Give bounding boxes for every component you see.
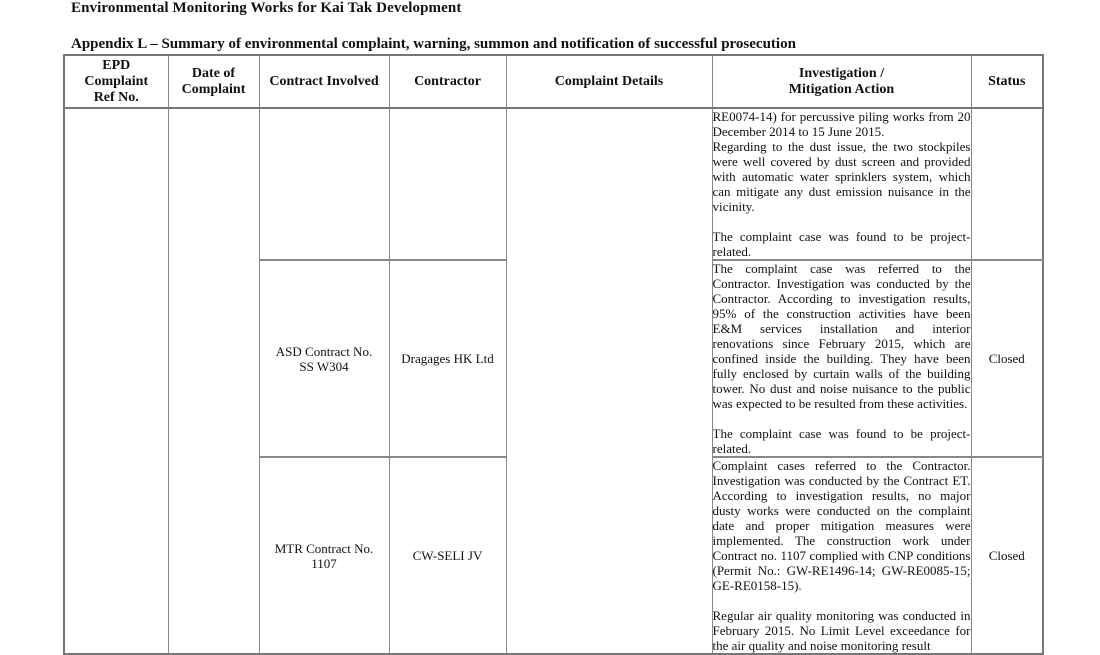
header-date-line1: Date of — [191, 65, 236, 81]
investigation-paragraph: The complaint case was found to be project-related. — [712, 229, 971, 259]
header-contract: Contract Involved — [259, 55, 389, 108]
cell-contract — [259, 108, 389, 260]
header-epd-ref-line1: EPD — [102, 57, 131, 73]
complaint-summary-table — [63, 54, 1044, 655]
contract-line1: MTR Contract No. — [274, 540, 374, 556]
header-details: Complaint Details — [506, 55, 712, 108]
cell-investigation — [712, 457, 971, 654]
investigation-paragraph: Regarding to the dust issue, the two stockpiles were well covered by dust screen and provided with automatic water sprinklers system, which can mitigate any dust emission nuisance in the vicinity. — [712, 139, 971, 214]
investigation-paragraph: The complaint case was found to be project-related. — [712, 426, 971, 456]
header-epd-ref — [64, 55, 168, 108]
cell-status: Closed — [971, 260, 1043, 457]
investigation-paragraph: Regular air quality monitoring was conducted in February 2015. No Limit Level exceedance for the air quality and noise monitoring result — [712, 608, 971, 653]
investigation-paragraph: The complaint case was referred to the Contractor. Investigation was conducted by the Contractor. According to investigation results, 95% of the construction activities have been E&M services installation and interior renovations since February 2015, which are confined inside the building. They have been fully enclosed by curtain walls of the building tower. No dust and noise nuisance to the public was expected to be resulted from these activities. — [712, 261, 971, 411]
table-row — [64, 108, 1043, 260]
cell-epd-ref — [64, 108, 168, 654]
header-investigation-line1: Investigation / — [798, 65, 885, 81]
investigation-paragraph: RE0074-14) for percussive piling works from 20 December 2014 to 15 June 2015. — [712, 109, 971, 139]
header-row — [64, 55, 1043, 108]
header-status: Status — [971, 55, 1043, 108]
cell-status — [971, 108, 1043, 260]
cell-status: Closed — [971, 457, 1043, 654]
cell-investigation — [712, 108, 971, 260]
header-investigation-line2: Mitigation Action — [788, 81, 895, 97]
cell-contractor — [389, 108, 506, 260]
header-date — [168, 55, 259, 108]
contract-line2: SS W304 — [299, 358, 349, 374]
cell-contractor: Dragages HK Ltd — [389, 260, 506, 457]
cell-date — [168, 108, 259, 654]
header-contractor: Contractor — [389, 55, 506, 108]
appendix-title: Appendix L – Summary of environmental complaint, warning, summon and notification of successful prosecution — [71, 36, 796, 52]
contract-line2: 1107 — [311, 555, 337, 571]
header-date-line2: Complaint — [181, 81, 246, 97]
cell-contractor: CW-SELI JV — [389, 457, 506, 654]
cell-contract — [259, 260, 389, 457]
contract-line1: ASD Contract No. — [275, 343, 373, 359]
document-title: Environmental Monitoring Works for Kai Tak Development — [71, 0, 462, 16]
cell-investigation — [712, 260, 971, 457]
header-epd-ref-line2: Complaint — [84, 73, 149, 89]
cell-contract — [259, 457, 389, 654]
investigation-paragraph: Complaint cases referred to the Contractor. Investigation was conducted by the Contract ET. According to investigation results, no major dusty works were conducted on the complaint date and proper mitigation measures were implemented. The construction work under Contract no. 1107 complied with CNP conditions (Permit No.: GW-RE1496-14; GW-RE0085-15; GE-RE0158-15). — [712, 458, 971, 593]
header-investigation — [712, 55, 971, 108]
cell-complaint-details — [506, 108, 712, 654]
header-epd-ref-line3: Ref No. — [93, 89, 139, 105]
